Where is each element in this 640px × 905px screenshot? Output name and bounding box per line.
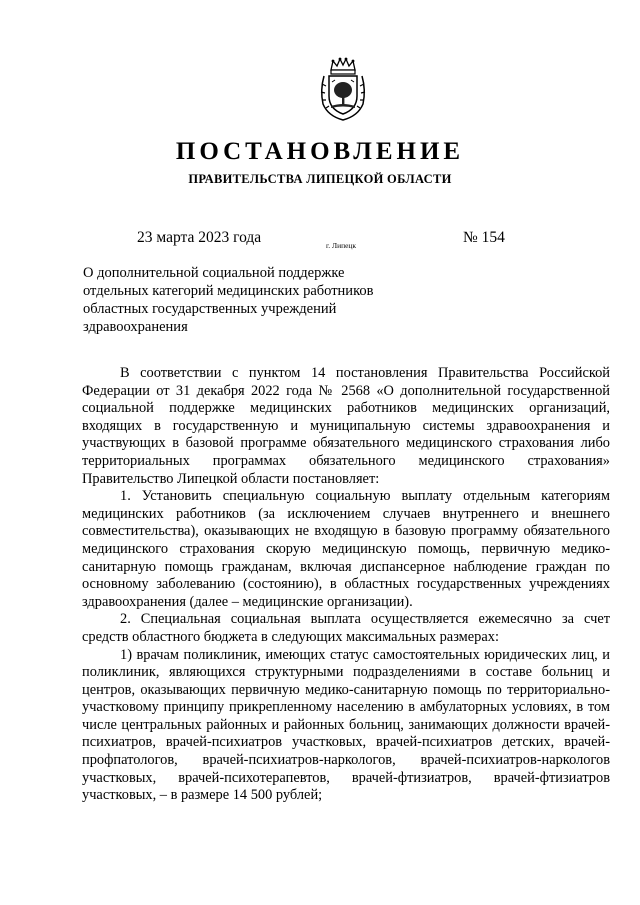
document-number: № 154 bbox=[463, 229, 505, 246]
document-body bbox=[82, 365, 610, 805]
coat-of-arms-icon bbox=[318, 56, 368, 122]
clause-2-paragraph: 2. Специальная социальная выплата осуществляется ежемесячно за счет средств областного бюджета в следующих максимальных размерах: bbox=[82, 611, 610, 645]
document-place: г. Липецк bbox=[326, 241, 357, 250]
preamble-paragraph: В соответствии с пунктом 14 постановления Правительства Российской Федерации от 31 декабря 2022 года № 2568 «О дополнительной государственной социальной поддержке медицинских работников медицинских организаций, входящих в государственную и муниципальную системы здравоохранения и участвующих в базовой программе обязательного медицинского страхования либо территориальных программах обязательного медицинского страхования» Правительство Липецкой области постановляет: bbox=[82, 365, 610, 487]
document-date: 23 марта 2023 года bbox=[137, 229, 262, 246]
document-title: ПОСТАНОВЛЕНИЕ bbox=[175, 138, 465, 165]
issuing-authority: ПРАВИТЕЛЬСТВА ЛИПЕЦКОЙ ОБЛАСТИ bbox=[188, 172, 452, 186]
document-subject: О дополнительной социальной поддержке отдельных категорий медицинских работников областных государственных учреждений здравоохранения bbox=[83, 265, 374, 335]
clause-1-paragraph: 1. Установить специальную социальную выплату отдельным категориям медицинских работников (за исключением случаев внутреннего и внешнего совместительства), оказывающих не входящую в базовую программу обязательного медицинского страхования скорую медицинскую помощь, первичную медико-санитарную помощь гражданам, включая диспансерное наблюдение граждан по основному заболеванию (состоянию), в областных государственных учреждениях здравоохранения (далее – медицинские организации). bbox=[82, 488, 610, 610]
clause-2-1-paragraph: 1) врачам поликлиник, имеющих статус самостоятельных юридических лиц, и поликлиник, являющихся структурными подразделениями в составе больниц и центров, оказывающих первичную медико-санитарную помощь по территориально-участковому принципу прикрепленному населению в амбулаторных условиях, в том числе центральных районных и районных больниц, занимающих должности врачей-психиатров, врачей-психиатров участковых, врачей-психиатров детских, врачей-профпатологов, врачей-психиатров-наркологов, врачей-психиатров-наркологов участковых, врачей-психотерапевтов, врачей-фтизиатров, врачей-фтизиатров участковых, – в размере 14 500 рублей; bbox=[82, 646, 610, 804]
